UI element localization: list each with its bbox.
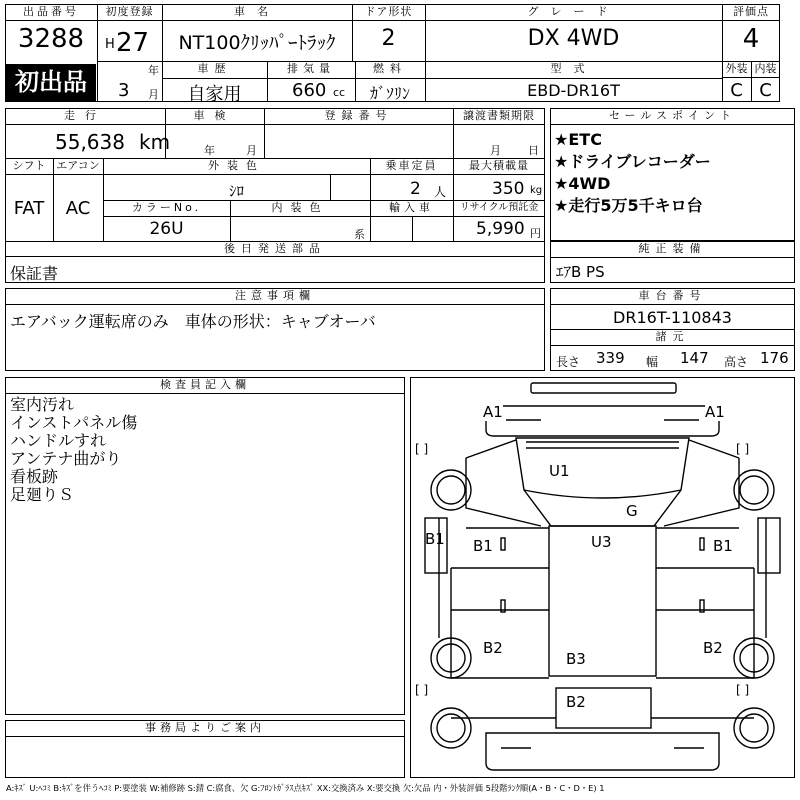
mileage-unit: km bbox=[139, 130, 171, 154]
mark-b3: B3 bbox=[566, 650, 586, 668]
inspector-note-item: 室内汚れ bbox=[10, 395, 75, 414]
int-color-suffix: 系 bbox=[354, 228, 365, 241]
notes-label: 注意事項欄 bbox=[235, 289, 315, 302]
first-reg-label: 初度登録 bbox=[105, 5, 154, 18]
sales-point-item: ★走行5万5千キロ台 bbox=[554, 196, 703, 215]
grade-value: DX 4WD bbox=[527, 26, 620, 51]
displacement-value: 660 bbox=[292, 80, 327, 101]
later-parts-label: 後日発送部品 bbox=[224, 242, 326, 255]
inspection-label: 車検 bbox=[193, 109, 236, 122]
sales-points-list bbox=[554, 129, 711, 217]
inspector-note-item: ハンドルすれ bbox=[10, 431, 107, 450]
lot-number-label: 出品番号 bbox=[23, 5, 79, 18]
door-type-label: ドア形状 bbox=[364, 5, 413, 18]
year-value: 27 bbox=[116, 28, 150, 58]
sales-point-item: ★ETC bbox=[554, 130, 602, 149]
fuel-label: 燃料 bbox=[373, 62, 407, 75]
first-listing-badge: 初出品 bbox=[6, 64, 96, 101]
history-value: 自家用 bbox=[187, 84, 242, 105]
month-unit: 月 bbox=[148, 88, 159, 101]
legend-footer: A:ｷｽﾞ U:ﾍｺﾐ B:ｷｽﾞを伴うﾍｺﾐ P:要塗装 W:補修跡 S:錆 C:腐食、欠 G:ﾌﾛﾝﾄｶﾞﾗｽ点ｷｽﾞ XX:交換済み X:要交換 欠:欠品 内・外装評価 5段階ﾗﾝｸ順(A・B・C・D・E) 1 bbox=[6, 783, 605, 793]
inspector-note-item: 足廻りＳ bbox=[10, 485, 75, 504]
deadline-month-unit: 月 bbox=[490, 144, 501, 157]
ext-color-value: ｼﾛ bbox=[228, 182, 244, 200]
mark-g: G bbox=[626, 502, 638, 520]
doors-value: 2 bbox=[381, 26, 396, 51]
interior-label: 内装 bbox=[754, 62, 777, 75]
bracket-right-rear: [ ] bbox=[736, 683, 750, 697]
model-code-label: 型式 bbox=[550, 62, 597, 75]
inspection-year-unit: 年 bbox=[204, 144, 215, 157]
exterior-label: 外装 bbox=[725, 62, 748, 75]
notes-value: エアバック運転席のみ 車体の形状：キャブオーバ bbox=[10, 312, 376, 331]
capacity-unit: 人 bbox=[434, 185, 447, 199]
model-code-value: EBD-DR16T bbox=[527, 81, 620, 100]
later-parts-value: 保証書 bbox=[10, 264, 59, 283]
later-parts-box bbox=[5, 241, 545, 283]
sales-points-label: セールスポイント bbox=[608, 109, 736, 122]
lot-number-value: 3288 bbox=[17, 24, 85, 54]
car-name-label: 車名 bbox=[234, 5, 280, 18]
car-diagram-svg bbox=[411, 378, 794, 777]
car-name-value: NT100ｸﾘｯﾊﾟｰﾄﾗｯｸ bbox=[178, 32, 336, 54]
capacity-label: 乗車定員 bbox=[385, 159, 438, 172]
interior-grade-value: C bbox=[759, 80, 772, 101]
mileage-value: 55,638 bbox=[55, 130, 125, 154]
bracket-left-front: [ ] bbox=[415, 442, 429, 456]
mark-b1-outer-left: B1 bbox=[425, 530, 445, 548]
length-value: 339 bbox=[596, 349, 625, 367]
mark-b2-rear: B2 bbox=[566, 693, 586, 711]
displacement-label: 排気量 bbox=[287, 62, 335, 75]
height-value: 176 bbox=[760, 349, 789, 367]
sales-point-item: ★4WD bbox=[554, 174, 611, 193]
mileage-label: 走行 bbox=[64, 109, 106, 122]
color-no-value: 26U bbox=[149, 219, 184, 239]
inspector-notes-label: 検査員記入欄 bbox=[160, 378, 250, 391]
recycle-fee-value: 5,990 bbox=[476, 219, 525, 239]
capacity-value: 2 bbox=[410, 179, 421, 199]
grade-label: グレード bbox=[527, 5, 620, 18]
shift-value: FAT bbox=[13, 198, 45, 219]
score-value: 4 bbox=[742, 24, 760, 54]
inspector-note-item: 看板跡 bbox=[10, 467, 59, 486]
width-value: 147 bbox=[680, 349, 709, 367]
month-value: 3 bbox=[118, 80, 130, 101]
inspection-month-unit: 月 bbox=[246, 144, 257, 157]
car-diagram bbox=[410, 377, 795, 778]
specs-label: 諸元 bbox=[655, 330, 690, 343]
height-label: 高さ bbox=[724, 355, 749, 369]
mark-u3: U3 bbox=[591, 533, 612, 551]
history-label: 車歴 bbox=[197, 62, 232, 75]
mark-b1-inner-left: B1 bbox=[473, 537, 493, 555]
bracket-right-front: [ ] bbox=[736, 442, 750, 456]
genuine-equip-value: ｴｱB PS bbox=[556, 263, 605, 281]
mark-u1: U1 bbox=[549, 462, 570, 480]
transfer-deadline-label: 譲渡書類期限 bbox=[463, 109, 535, 122]
deadline-day-unit: 日 bbox=[528, 144, 539, 157]
mark-a1-left: A1 bbox=[483, 403, 503, 421]
mark-b1-inner-right: B1 bbox=[713, 537, 733, 555]
displacement-unit: cc bbox=[333, 86, 346, 99]
mark-b2-left: B2 bbox=[483, 639, 503, 657]
length-label: 長さ bbox=[556, 355, 581, 369]
aircon-label: エアコン bbox=[56, 159, 100, 172]
import-label: 輸入車 bbox=[389, 201, 434, 214]
recycle-label: リサイクル預託金 bbox=[459, 202, 539, 213]
year-unit: 年 bbox=[148, 64, 159, 77]
office-notes-label: 事務局よりご案内 bbox=[145, 721, 265, 734]
width-label: 幅 bbox=[646, 355, 659, 369]
max-load-label: 最大積載量 bbox=[469, 159, 529, 172]
mark-b2-right: B2 bbox=[703, 639, 723, 657]
ext-color-label: 外装色 bbox=[208, 159, 265, 172]
bracket-left-rear: [ ] bbox=[415, 683, 429, 697]
inspector-note-item: インストパネル傷 bbox=[10, 413, 138, 432]
max-load-value: 350 bbox=[492, 179, 525, 199]
chassis-number-value: DR16T-110843 bbox=[613, 308, 732, 327]
max-load-unit: kg bbox=[530, 185, 543, 196]
chassis-number-label: 車台番号 bbox=[638, 289, 707, 302]
reg-number-label: 登録番号 bbox=[324, 109, 393, 122]
genuine-equip-label: 純正装備 bbox=[638, 242, 707, 255]
exterior-grade-value: C bbox=[730, 80, 743, 101]
recycle-unit: 円 bbox=[530, 227, 541, 240]
score-label: 評価点 bbox=[733, 5, 769, 18]
mark-a1-right: A1 bbox=[705, 403, 725, 421]
inspector-notes-list bbox=[10, 396, 137, 504]
aircon-value: AC bbox=[65, 198, 91, 219]
inspector-note-item: アンテナ曲がり bbox=[10, 449, 122, 468]
sales-point-item: ★ドライブレコーダー bbox=[554, 152, 711, 171]
fuel-value: ｶﾞｿﾘﾝ bbox=[369, 84, 410, 103]
color-no-label: カラーNo. bbox=[131, 201, 202, 214]
int-color-label: 内装色 bbox=[271, 201, 329, 214]
era-value: H bbox=[105, 37, 115, 52]
shift-label: シフト bbox=[12, 159, 46, 172]
